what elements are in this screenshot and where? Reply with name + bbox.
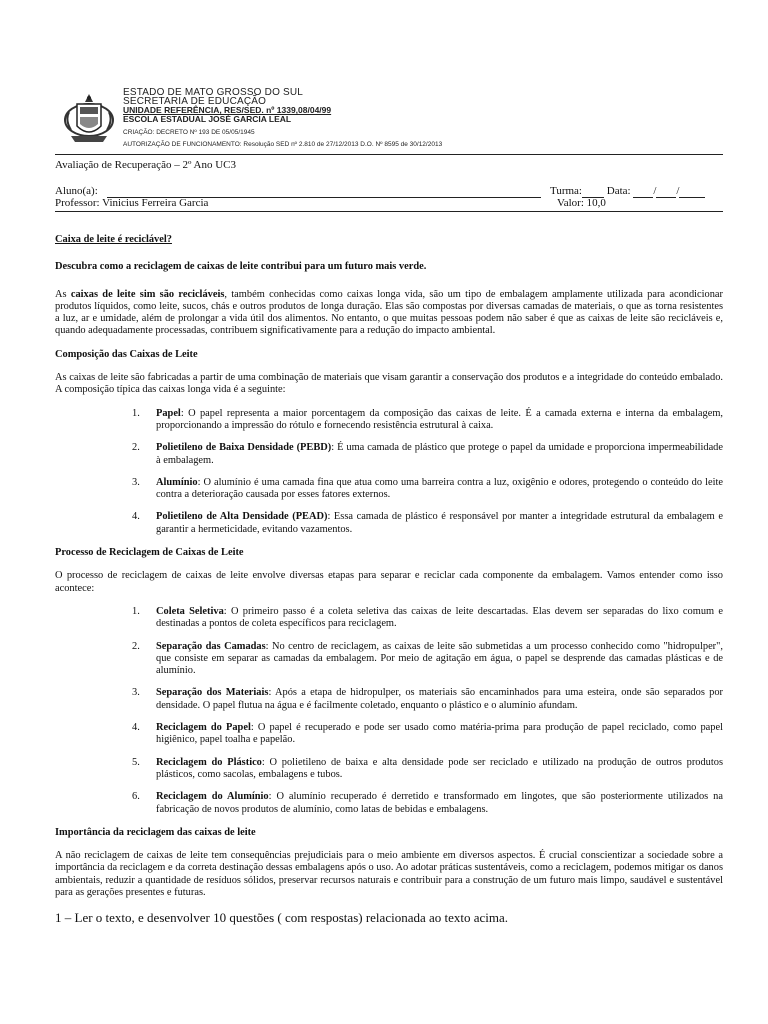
list-item	[55, 477, 723, 502]
list-item-text: : O polietileno de baixa e alta densidade pode ser reciclado e utilizado na produção de outros produtos plásticos, como sacolas, embalagens e tubos.	[156, 756, 723, 780]
list-item	[55, 606, 723, 631]
list-item-number: 1.	[132, 605, 140, 617]
intro-emphasis: caixas de leite sim são recicláveis	[70, 288, 225, 300]
list-item-term: Polietileno de Baixa Densidade (PEBD)	[156, 442, 332, 454]
header-unidade: UNIDADE REFERÊNCIA, RES/SED. nº 1339,08/04/99	[123, 105, 332, 115]
intro-paragraph: As caixas de leite sim são recicláveis, também conhecidas como caixas longa vida, são um tipo de embalagem amplamente utilizada para acondicionar produtos líquidos, como leite, sucos, chás e outros produtos de longa duração. Elas são compostas por diversas camadas de materiais, o que as torna resistentes a luz, ar e umidade, além de prolongar a vida útil dos alimentos. No entanto, o que muitas pessoas podem não saber é que as caixas de leite são recicláveis e, quando adequadamente processadas, contribuem significativamente para a redução do impacto ambiental.	[55, 288, 723, 337]
list-item-text: : No centro de reciclagem, as caixas de leite são submetidas a um processo conhecido como "hidropulper", que consiste em separar as camadas da embalagem. Por meio de agitação em água, o papel se desprende das camadas plásticas e de alumínio.	[156, 640, 723, 677]
list-item-text: : O primeiro passo é a coleta seletiva das caixas de leite descartadas. Elas devem ser separadas do lixo comum e destinadas a pontos de coleta específicos para reciclagem.	[156, 605, 724, 630]
list-item	[55, 408, 723, 433]
list-item-number: 2.	[132, 640, 140, 652]
list-item-number: 6.	[132, 791, 140, 803]
list-item-text: : O alumínio recuperado é derretido e transformado em lingotes, que são posteriormente utilizados na fabricação de novos produtos de alumínio, como latas de bebidas e embalagens.	[156, 791, 723, 815]
aluno-label: Aluno(a):	[55, 185, 98, 197]
header-criacao: CRIAÇÃO: DECRETO Nº 193 DE 05/05/1945	[123, 129, 255, 136]
list-item-number: 4.	[132, 511, 140, 523]
list-item-term: Reciclagem do Alumínio	[156, 791, 269, 803]
list-item-number: 4.	[132, 722, 140, 734]
list-item	[55, 687, 723, 712]
composicao-list	[55, 408, 723, 536]
article-content	[55, 234, 723, 925]
list-item-term: Reciclagem do Papel	[156, 722, 251, 734]
header-school-name: ESCOLA ESTADUAL JOSÉ GARCIA LEAL	[123, 114, 292, 124]
section-heading-importancia: Importância da reciclagem das caixas de leite	[55, 826, 256, 838]
list-item	[55, 757, 723, 782]
list-item-number: 2.	[132, 442, 140, 454]
list-item-text: : É uma camada de plástico que protege o papel da umidade e proporciona impermeabilidade à embalagem.	[156, 442, 723, 466]
list-item-term: Papel	[156, 407, 181, 419]
turma-data-group: Turma: Data: / /	[550, 185, 705, 198]
list-item-term: Coleta Seletiva	[156, 605, 224, 617]
document-page	[55, 86, 724, 926]
section-heading-processo: Processo de Reciclagem de Caixas de Leite	[55, 547, 244, 559]
professor-name: Professor: Vinicius Ferreira Garcia	[55, 197, 209, 209]
list-item-text: : Essa camada de plástico é responsável por manter a integridade estrutural da embalagem e garantir a hermeticidade, evitando vazamentos.	[156, 511, 723, 535]
professor-row	[55, 197, 723, 212]
list-item-text: : Após a etapa de hidropulper, os materiais são encaminhados para uma esteira, onde são separados por densidade. O papel flutua na água e é facilmente coletado, enquanto o plástico e o alumínio afundam.	[156, 687, 723, 711]
list-item-term: Alumínio	[156, 476, 198, 488]
processo-intro: O processo de reciclagem de caixas de leite envolve diversas etapas para separar e reciclar cada componente da embalagem. Vamos entender como isso acontece:	[55, 570, 723, 594]
list-item-term: Separação dos Materiais	[156, 687, 269, 699]
composicao-intro: As caixas de leite são fabricadas a partir de uma combinação de materiais que visam garantir a conservação dos produtos e a integridade do conteúdo embalado. A composição típica das caixas longa vida é a seguinte:	[55, 372, 723, 396]
list-item-text: : O alumínio é uma camada fina que atua como uma barreira contra a luz, oxigênio e odores, protegendo o conteúdo do leite contra a deterioração causada por esses fatores externos.	[156, 476, 723, 501]
header-text	[123, 88, 442, 149]
list-item	[55, 722, 723, 747]
list-item	[55, 442, 723, 467]
importancia-paragraph: A não reciclagem de caixas de leite tem consequências prejudiciais para o meio ambiente em diversos aspectos. É crucial conscientizar a sociedade sobre a importância da reciclagem e da correta destinação dessas embalagens após o uso. Ao adotar práticas sustentáveis, como a reciclagem, podemos mitigar os danos ambientais, reduzir a quantidade de resíduos sólidos, preservar recursos naturais e contribuir para a construção de um futuro mais limpo, saudável e sustentável para as gerações presentes e futuras.	[55, 850, 723, 898]
list-item-number: 3.	[132, 476, 140, 488]
list-item-term: Polietileno de Alta Densidade (PEAD)	[156, 511, 328, 523]
list-item-text: : O papel é recuperado e pode ser usado como matéria-prima para produção de papel reciclado, como papel higiênico, papel toalha e papelão.	[156, 722, 723, 746]
processo-list	[55, 606, 723, 816]
header-autorizacao: AUTORIZAÇÃO DE FUNCIONAMENTO: Resolução SED nº 2.810 de 27/12/2013 D.O. Nº 8595 de 30/12/2013	[123, 141, 443, 148]
list-item-text: : O papel representa a maior porcentagem da composição das caixas de leite. É a camada externa e interna da embalagem, proporcionando a impressão do rótulo e fornecendo resistência estrutural à caixa.	[156, 407, 723, 431]
article-title: Caixa de leite é reciclável?	[55, 234, 172, 245]
header-divider	[55, 154, 723, 155]
data-label: Data:	[606, 185, 631, 197]
turma-label: Turma:	[550, 185, 582, 197]
article-subtitle: Descubra como a reciclagem de caixas de leite contribui para um futuro mais verde.	[55, 261, 427, 273]
list-item-term: Separação das Camadas	[156, 640, 266, 652]
list-item-number: 3.	[132, 687, 140, 699]
state-crest-logo	[63, 90, 115, 148]
evaluation-title: Avaliação de Recuperação – 2º Ano UC3	[55, 159, 236, 171]
section-heading-composicao: Composição das Caixas de Leite	[55, 348, 198, 360]
list-item-number: 5.	[132, 756, 140, 768]
header-state: ESTADO DE MATO GROSSO DO SUL	[123, 87, 304, 98]
valor: Valor: 10,0	[557, 197, 606, 209]
question-instruction: 1 – Ler o texto, e desenvolver 10 questões ( com respostas) relacionada ao texto acima.	[55, 910, 509, 926]
list-item-number: 1.	[132, 407, 140, 419]
list-item	[55, 641, 723, 678]
list-item	[55, 511, 723, 536]
school-header	[55, 86, 723, 154]
list-item-term: Reciclagem do Plástico	[156, 756, 262, 768]
list-item	[55, 791, 723, 816]
header-secretaria: SECRETARIA DE EDUCAÇÃO	[123, 96, 267, 107]
